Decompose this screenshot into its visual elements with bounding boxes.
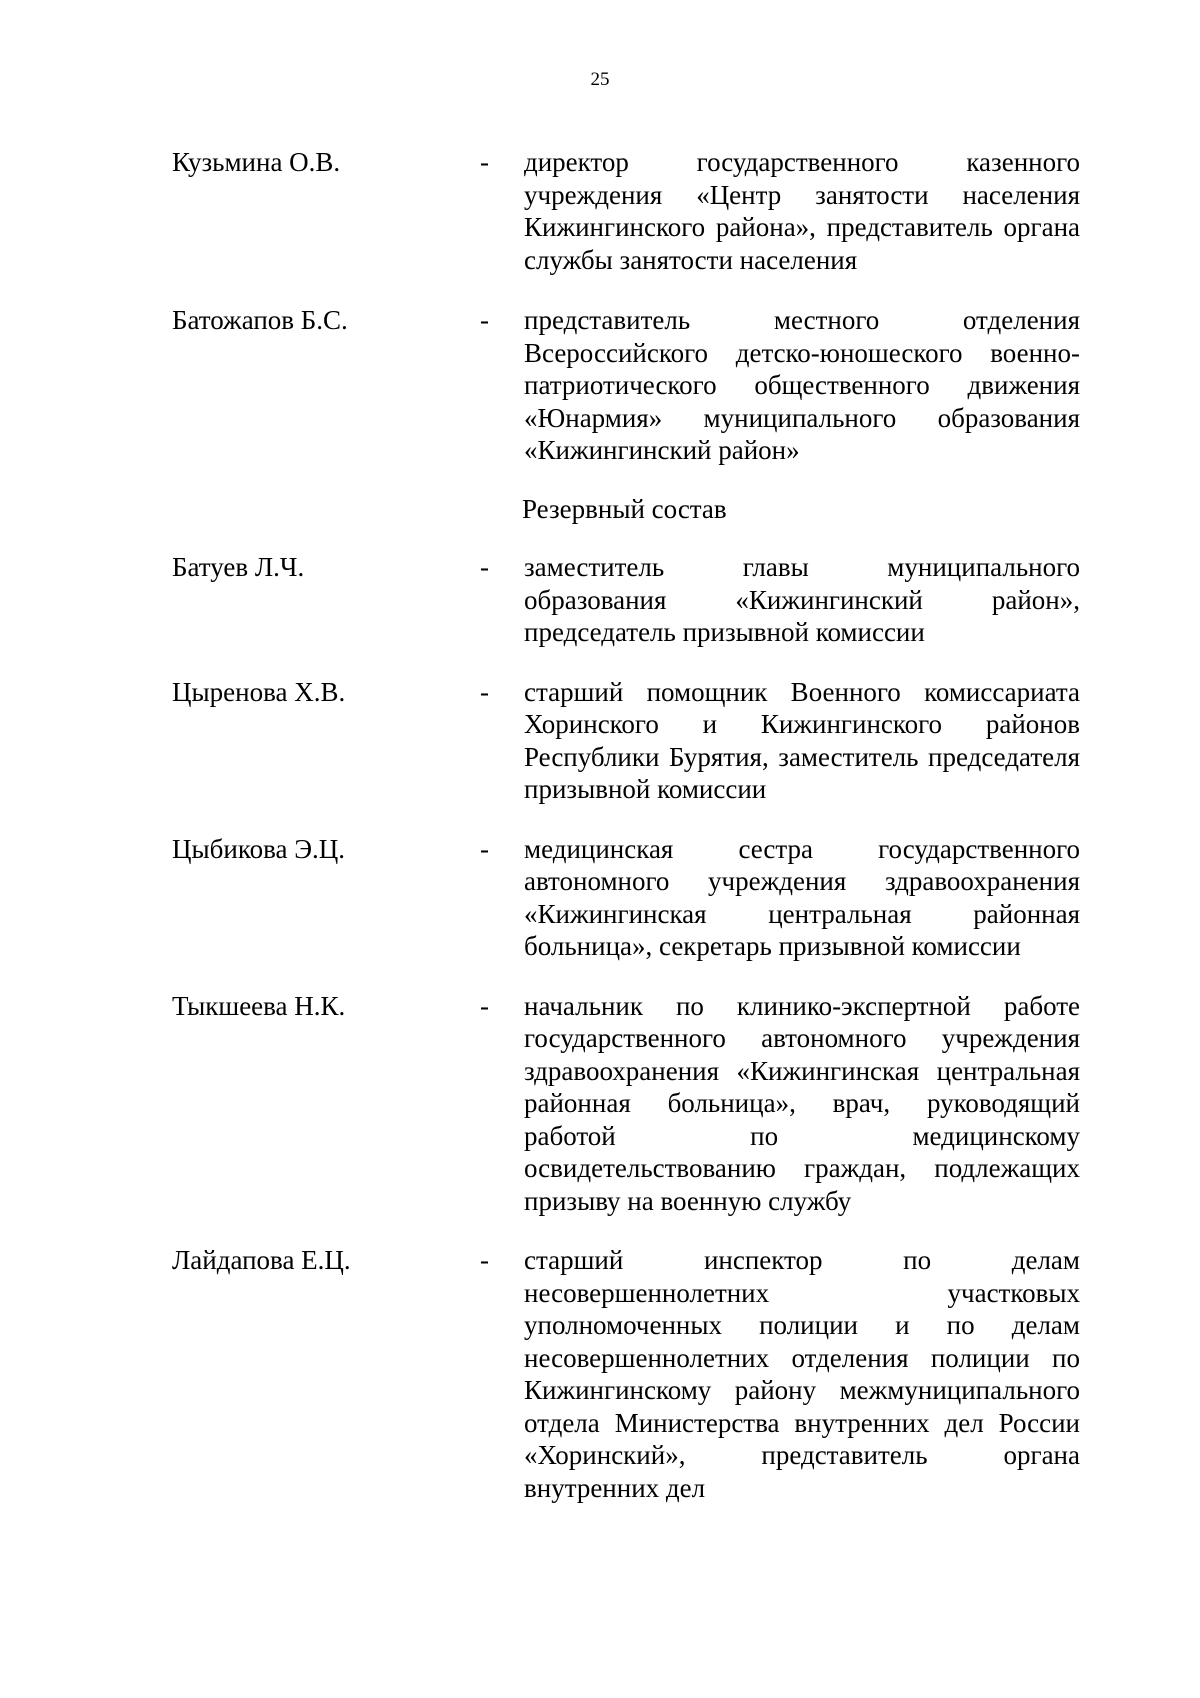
- member-name: Цыренова Х.В.: [172, 676, 346, 707]
- member-name: Батуев Л.Ч.: [172, 552, 305, 582]
- member-name: Тыкшеева Н.К.: [172, 990, 346, 1021]
- dash-separator: -: [480, 990, 489, 1021]
- member-name: Кузьмина О.В.: [172, 147, 341, 177]
- page-number: 25: [590, 69, 610, 90]
- member-description: начальник по клинико-экспертной работе государственного автономного учреждения здравоохранения «Кижингинская центральная районная больница», врач, руководящий работой по медицинскому освидетельствованию граждан, подлежащих призыву на военную службу: [524, 990, 1080, 1216]
- member-entry: [172, 1244, 1080, 1504]
- dash-separator: -: [480, 1245, 489, 1275]
- dash-separator: -: [480, 552, 489, 582]
- member-name: Цыбикова Э.Ц.: [172, 833, 346, 864]
- dash-separator: -: [480, 833, 489, 864]
- member-entry: [172, 990, 1080, 1218]
- member-entry: [172, 676, 1080, 806]
- member-description: старший инспектор по делам несовершеннолетних участковых уполномоченных полиции и по делам несовершеннолетних отделения полиции по Кижингинскому району межмуниципального отдела Министерства внутренних дел России «Хоринский», представитель органа внутренних дел: [524, 1245, 1080, 1503]
- member-description: медицинская сестра государственного автономного учреждения здравоохранения «Кижингинская центральная районная больница», секретарь призывной комиссии: [524, 833, 1080, 961]
- commission-list: [172, 146, 1080, 1504]
- member-entry: [172, 304, 1080, 467]
- member-name: Батожапов Б.С.: [172, 305, 348, 335]
- member-entry: [172, 146, 1080, 276]
- member-description: заместитель главы муниципального образования «Кижингинский район», председатель призывной комиссии: [524, 552, 1080, 647]
- member-entry: [172, 551, 1080, 649]
- member-entry: [172, 833, 1080, 963]
- member-description: директор государственного казенного учреждения «Центр занятости населения Кижингинского района», представитель органа службы занятости населения: [524, 147, 1080, 275]
- dash-separator: -: [480, 676, 489, 707]
- section-heading: Резервный состав: [522, 493, 727, 524]
- dash-separator: -: [480, 147, 489, 177]
- member-description: представитель местного отделения Всероссийского детско-юношеского военно-патриотического общественного движения «Юнармия» муниципального образования «Кижингинский район»: [524, 305, 1080, 465]
- dash-separator: -: [480, 305, 489, 335]
- member-description: старший помощник Военного комиссариата Хоринского и Кижингинского районов Республики Бурятия, заместитель председателя призывной комиссии: [524, 676, 1080, 804]
- member-name: Лайдапова Е.Ц.: [172, 1245, 351, 1275]
